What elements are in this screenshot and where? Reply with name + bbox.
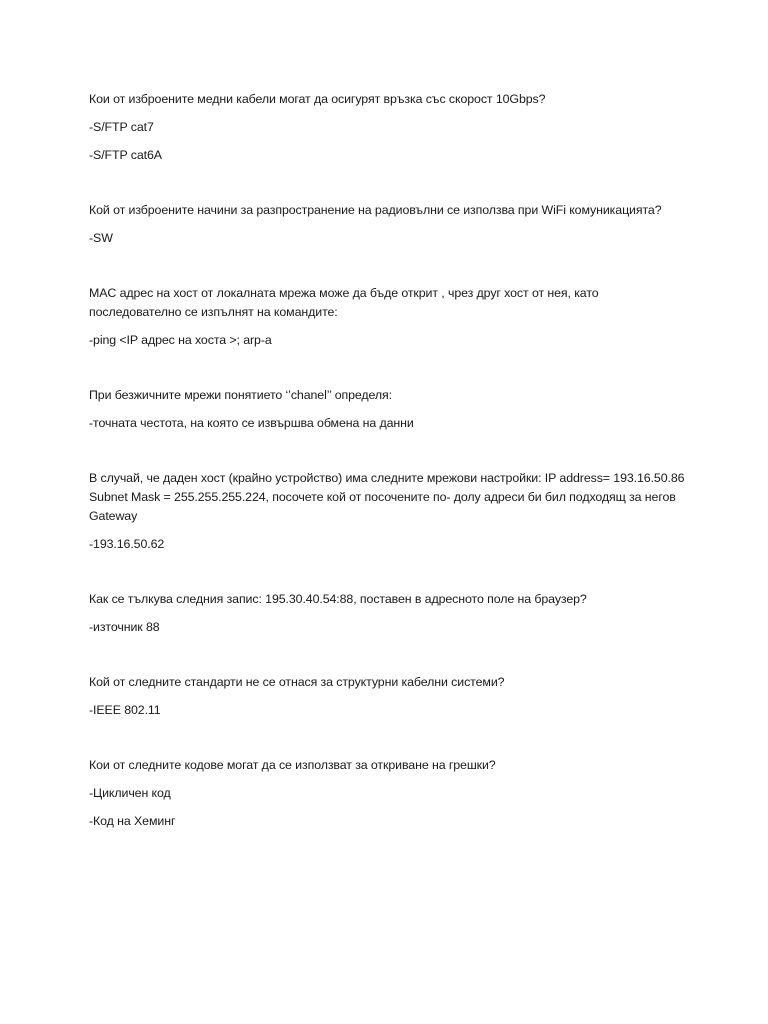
answer-text: -Код на Хеминг xyxy=(89,814,176,828)
question-text: В случай, че даден хост (крайно устройство) има следните мрежови настройки: IP address= 193.16.50.86 Subnet Mask = 255.255.255.224, посочете кой от посочените по- долу адреси би бил подходящ за негов Gateway xyxy=(89,471,685,523)
answer-text: -S/FTP cat7 xyxy=(89,120,154,134)
answer-text: -193.16.50.62 xyxy=(89,537,165,551)
answer-text: -IEEE 802.11 xyxy=(89,703,161,717)
answer-text: -Цикличен код xyxy=(89,786,171,800)
question-text: MAC адрес на хост от локалната мрежа може да бъде открит , чрез друг хост от нея, като последователно се изпълнят на командите: xyxy=(89,286,599,319)
document-page xyxy=(89,90,689,867)
question-text: Кои от изброените медни кабели могат да осигурят връзка със скорост 10Gbps? xyxy=(89,92,546,106)
qa-block-4 xyxy=(89,386,689,433)
question-text: Кой от следните стандарти не се отнася за структурни кабелни системи? xyxy=(89,675,505,689)
answer-text: -S/FTP cat6A xyxy=(89,148,162,162)
qa-block-8 xyxy=(89,756,689,831)
qa-block-7 xyxy=(89,673,689,720)
qa-block-5 xyxy=(89,469,689,554)
answer-text: -точната честота, на която се извършва обмена на данни xyxy=(89,416,414,430)
question-text: При безжичните мрежи понятието ‘’chanel’’ определя: xyxy=(89,388,393,402)
question-text: Как се тълкува следния запис: 195.30.40.54:88, поставен в адресното поле на браузер? xyxy=(89,592,587,606)
answer-text: -SW xyxy=(89,231,113,245)
answer-text: -източник 88 xyxy=(89,620,160,634)
qa-block-3 xyxy=(89,284,689,350)
qa-block-6 xyxy=(89,590,689,637)
question-text: Кой от изброените начини за разпространение на радиовълни се използва при WiFi комуникацията? xyxy=(89,203,662,217)
answer-text: -ping <IP адрес на хоста >; arp-a xyxy=(89,333,272,347)
qa-block-1 xyxy=(89,90,689,165)
qa-block-2 xyxy=(89,201,689,248)
question-text: Кои от следните кодове могат да се използват за откриване на грешки? xyxy=(89,758,496,772)
